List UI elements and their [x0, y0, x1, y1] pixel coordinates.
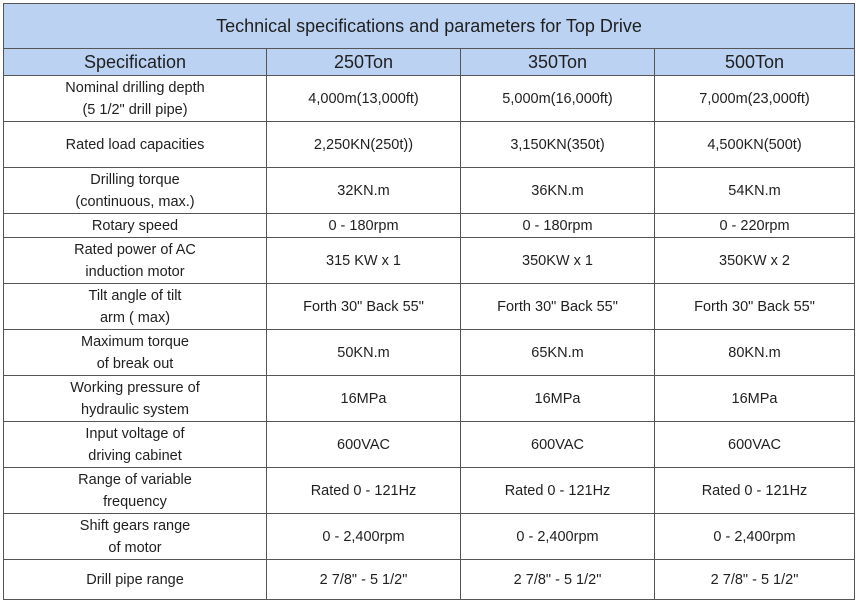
spec-line: driving cabinet	[88, 447, 182, 464]
value-cell: 80KN.m	[655, 330, 855, 376]
value-cell: 16MPa	[461, 376, 655, 422]
value-cell: 0 - 2,400rpm	[267, 514, 461, 560]
spec-line: Working pressure of	[70, 379, 200, 396]
value-cell: 350KW x 1	[461, 238, 655, 284]
value-cell: 600VAC	[655, 422, 855, 468]
value-cell: 350KW x 2	[655, 238, 855, 284]
spec-line: Tilt angle of tilt	[88, 287, 182, 304]
spec-line: of motor	[108, 539, 162, 556]
spec-cell	[4, 76, 267, 122]
table-row	[4, 238, 855, 284]
value-cell: 2,250KN(250t))	[267, 122, 461, 168]
spec-line: Input voltage of	[85, 425, 185, 442]
header-row	[4, 49, 855, 76]
spec-line: Maximum torque	[81, 333, 189, 350]
value-cell: Forth 30" Back 55"	[655, 284, 855, 330]
spec-line: Drill pipe range	[86, 571, 184, 588]
spec-cell	[4, 330, 267, 376]
table-body	[4, 76, 855, 600]
value-cell: 2 7/8" - 5 1/2"	[655, 560, 855, 600]
spec-line: Drilling torque	[90, 171, 180, 188]
spec-cell	[4, 214, 267, 238]
value-cell: 315 KW x 1	[267, 238, 461, 284]
header-500ton: 500Ton	[655, 49, 855, 76]
value-cell: 4,000m(13,000ft)	[267, 76, 461, 122]
table-row	[4, 284, 855, 330]
value-cell: 16MPa	[655, 376, 855, 422]
spec-cell	[4, 468, 267, 514]
spec-line: hydraulic system	[81, 401, 189, 418]
value-cell: 36KN.m	[461, 168, 655, 214]
spec-cell	[4, 514, 267, 560]
value-cell: 50KN.m	[267, 330, 461, 376]
spec-line: Rotary speed	[91, 217, 179, 234]
value-cell: 7,000m(23,000ft)	[655, 76, 855, 122]
value-cell: 2 7/8" - 5 1/2"	[461, 560, 655, 600]
spec-line: Rated power of AC	[74, 241, 196, 258]
header-250ton: 250Ton	[267, 49, 461, 76]
spec-line: (5 1/2" drill pipe)	[82, 101, 188, 118]
spec-cell	[4, 284, 267, 330]
value-cell: 600VAC	[461, 422, 655, 468]
spec-line: of break out	[96, 355, 174, 372]
spec-line: induction motor	[85, 263, 185, 280]
value-cell: Rated 0 - 121Hz	[655, 468, 855, 514]
spec-line: Rated load capacities	[65, 136, 205, 153]
value-cell: 32KN.m	[267, 168, 461, 214]
table-row	[4, 214, 855, 238]
table-title: Technical specifications and parameters for Top Drive	[4, 4, 855, 49]
table-row	[4, 122, 855, 168]
value-cell: 2 7/8" - 5 1/2"	[267, 560, 461, 600]
value-cell: 0 - 2,400rpm	[655, 514, 855, 560]
spec-cell	[4, 376, 267, 422]
spec-line: Range of variable	[78, 471, 192, 488]
table-row	[4, 168, 855, 214]
spec-line: Nominal drilling depth	[65, 79, 205, 96]
spec-line: frequency	[103, 493, 167, 510]
spec-line: (continuous, max.)	[75, 193, 195, 210]
header-350ton: 350Ton	[461, 49, 655, 76]
spec-cell	[4, 122, 267, 168]
table-row	[4, 76, 855, 122]
spec-line: arm ( max)	[99, 309, 171, 326]
table-row	[4, 376, 855, 422]
value-cell: Rated 0 - 121Hz	[267, 468, 461, 514]
table-row	[4, 422, 855, 468]
value-cell: 5,000m(16,000ft)	[461, 76, 655, 122]
value-cell: 0 - 180rpm	[461, 214, 655, 238]
value-cell: Rated 0 - 121Hz	[461, 468, 655, 514]
value-cell: 0 - 2,400rpm	[461, 514, 655, 560]
value-cell: 0 - 180rpm	[267, 214, 461, 238]
header-specification: Specification	[4, 49, 267, 76]
title-row	[4, 4, 855, 49]
table-row	[4, 330, 855, 376]
spec-cell	[4, 422, 267, 468]
value-cell: Forth 30" Back 55"	[267, 284, 461, 330]
spec-line: Shift gears range	[79, 517, 191, 534]
value-cell: Forth 30" Back 55"	[461, 284, 655, 330]
value-cell: 65KN.m	[461, 330, 655, 376]
spec-cell	[4, 560, 267, 600]
value-cell: 4,500KN(500t)	[655, 122, 855, 168]
table-row	[4, 468, 855, 514]
value-cell: 0 - 220rpm	[655, 214, 855, 238]
value-cell: 16MPa	[267, 376, 461, 422]
spec-cell	[4, 168, 267, 214]
value-cell: 3,150KN(350t)	[461, 122, 655, 168]
spec-cell	[4, 238, 267, 284]
value-cell: 600VAC	[267, 422, 461, 468]
spec-table	[3, 3, 855, 600]
table-row	[4, 514, 855, 560]
table-row	[4, 560, 855, 600]
value-cell: 54KN.m	[655, 168, 855, 214]
